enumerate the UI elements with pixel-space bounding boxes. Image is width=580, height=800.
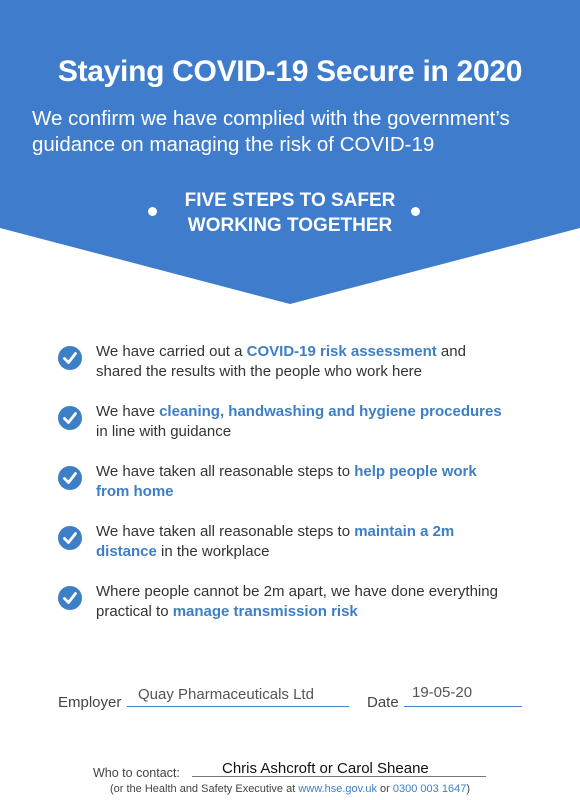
employer-field[interactable]: Quay Pharmaceuticals Ltd: [138, 686, 314, 703]
bullet-dot-icon: [411, 207, 420, 216]
contact-label: Who to contact:: [93, 766, 180, 780]
page-title: Staying COVID-19 Secure in 2020: [57, 55, 523, 88]
employer-label: Employer: [58, 694, 122, 711]
steps-heading-line1: FIVE STEPS TO SAFER: [184, 190, 396, 211]
footer-note: [0, 783, 580, 795]
footer-suffix: ): [466, 783, 470, 795]
hse-phone-link[interactable]: 0300 003 1647: [392, 783, 467, 795]
contact-field[interactable]: Chris Ashcroft or Carol Sheane: [222, 760, 429, 777]
employer-field-line: [127, 706, 349, 707]
hse-website-link[interactable]: www.hse.gov.uk: [298, 783, 377, 795]
footer-prefix: (or the Health and Safety Executive at: [110, 783, 299, 795]
steps-heading: [160, 188, 420, 238]
step-text: We have cleaning, handwashing and hygiene procedures in line with guidance: [96, 403, 502, 440]
check-circle-icon: [58, 526, 82, 550]
check-circle-icon: [58, 346, 82, 370]
step-text: We have carried out a COVID-19 risk assessment and shared the results with the people who work here: [96, 343, 466, 380]
bullet-dot-icon: [148, 207, 157, 216]
footer-middle: or: [377, 783, 393, 795]
step-text: We have taken all reasonable steps to help people work from home: [96, 463, 477, 500]
page-subtitle: We confirm we have complied with the government’s guidance on managing the risk of COVID-19: [32, 107, 510, 156]
check-circle-icon: [58, 406, 82, 430]
date-label: Date: [367, 694, 399, 711]
date-field-line: [404, 706, 522, 707]
step-text: We have taken all reasonable steps to maintain a 2m distance in the workplace: [96, 523, 455, 560]
check-circle-icon: [58, 586, 82, 610]
step-text: Where people cannot be 2m apart, we have done everything practical to manage transmission risk: [96, 583, 498, 620]
date-field[interactable]: 19-05-20: [412, 684, 473, 701]
check-circle-icon: [58, 466, 82, 490]
steps-heading-line2: WORKING TOGETHER: [187, 215, 393, 236]
